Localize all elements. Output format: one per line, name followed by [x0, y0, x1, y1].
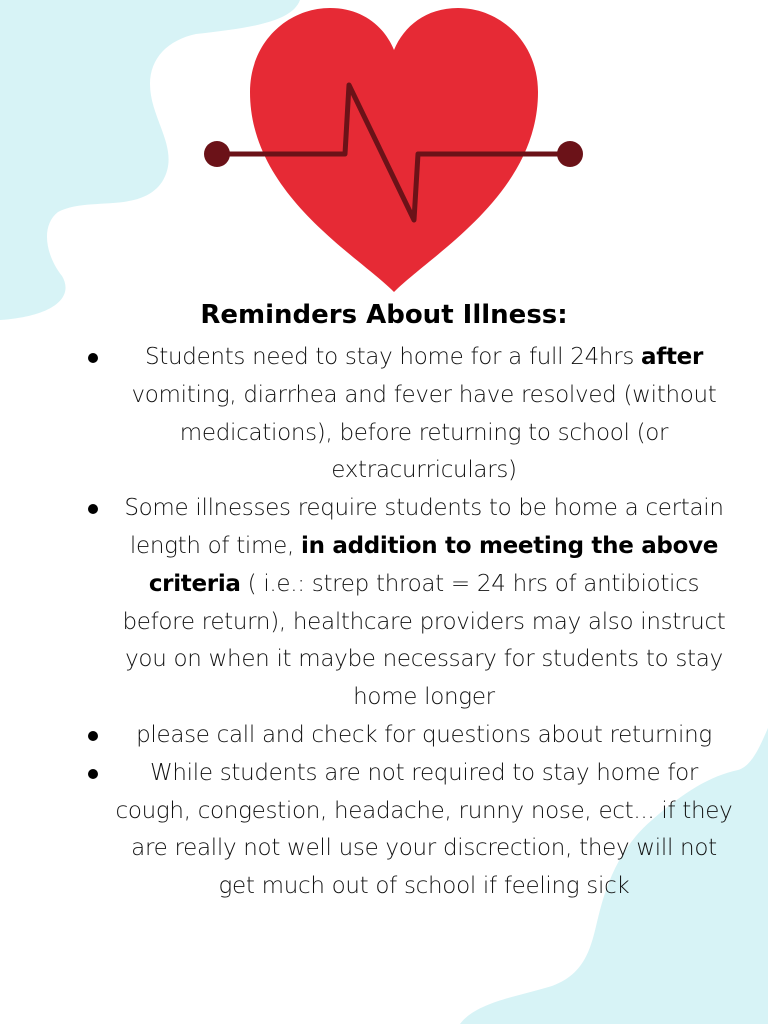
heartbeat-right-dot	[557, 141, 583, 167]
text-segment: please call and check for questions about returning	[136, 721, 712, 748]
heartbeat-left-dot	[204, 141, 230, 167]
list-item	[84, 490, 734, 717]
list-item	[84, 755, 734, 906]
page-title: Reminders About Illness:	[200, 300, 568, 330]
list-item	[84, 717, 734, 755]
list-item	[84, 339, 734, 490]
list-item-text	[114, 339, 734, 490]
bullet-icon	[88, 504, 98, 514]
emphasis-text: in addition to meeting the above criteria	[148, 532, 719, 597]
text-segment: Students need to stay home for a full 24hrs	[144, 344, 642, 370]
emphasis-text: after	[641, 344, 704, 370]
list-item-text	[114, 490, 734, 717]
bullet-icon	[88, 731, 98, 741]
text-segment: vomiting, diarrhea and fever have resolved (without medications), before returning to school (or extracurriculars)	[131, 381, 717, 484]
bullet-icon	[88, 769, 98, 779]
text-segment: Some illnesses require students to be home a certain length of time,	[124, 495, 724, 559]
list-item-text	[114, 755, 734, 906]
text-segment: ( i.e.: strep throat = 24 hrs of antibiotics before return), healthcare providers may also instruct you on when it maybe necessary for students to stay home longer	[122, 570, 726, 711]
text-segment: While students are not required to stay home for cough, congestion, headache, runny nose, ect... if they are really not well use your discrection, they will not get much out of school if feeling sick	[115, 759, 733, 900]
list-item-text	[114, 717, 734, 755]
bullet-icon	[88, 353, 98, 363]
reminders-list	[84, 339, 734, 906]
heart-shape	[250, 8, 538, 292]
